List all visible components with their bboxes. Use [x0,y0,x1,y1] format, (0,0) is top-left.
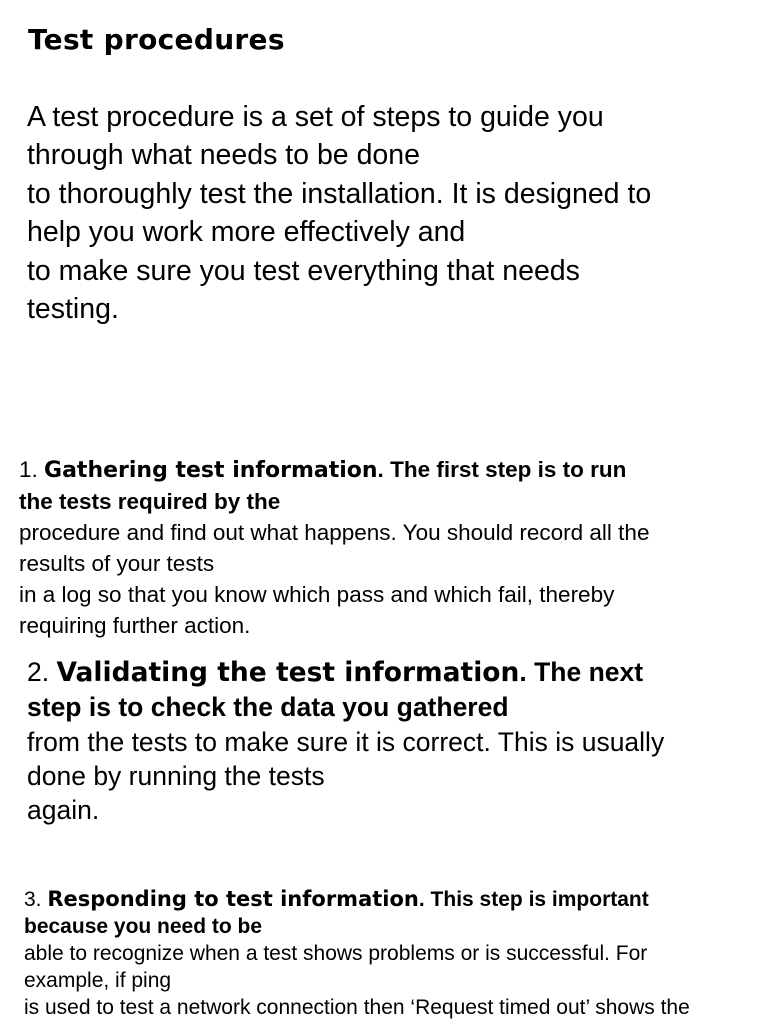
step-lead-text: The first step is to run [390,457,627,482]
step-heading: Validating the test information [56,657,520,688]
intro-line: testing. [27,293,119,326]
intro-line: through what needs to be done [27,139,420,172]
step-body-line: results of your tests [19,551,215,576]
page-title: Test procedures [28,23,285,56]
step-body-line: able to recognize when a test shows problems or is successful. For [24,942,648,965]
intro-line: to make sure you test everything that needs [27,254,580,287]
step-body-line: done by running the tests [27,760,325,791]
step-lead-text: the tests required by the [19,489,281,514]
step-heading: Responding to test information [47,887,419,911]
intro-line: help you work more effectively and [27,216,466,249]
step-heading-period: . [377,457,384,482]
step-3 [24,886,690,1021]
step-lead-text: because you need to be [24,915,263,938]
intro-paragraph [27,98,651,328]
step-heading-period: . [418,888,425,911]
step-lead-text: step is to check the data you gathered [27,692,509,723]
step-number: 1. [19,457,38,482]
step-lead-line [24,886,690,913]
step-body-line: is used to test a network connection then ‘Request timed out’ shows the [24,996,690,1019]
intro-line: to thoroughly test the installation. It is designed to [27,177,652,210]
step-body-line: in a log so that you know which pass and which fail, thereby [19,582,615,607]
intro-line: A test procedure is a set of steps to guide you [27,101,604,133]
step-lead-text: This step is important [430,888,649,911]
step-number: 3. [24,888,42,911]
step-body-line: again. [27,795,100,826]
step-heading: Gathering test information [44,458,378,483]
step-body-line: example, if ping [24,969,172,992]
step-lead-line [19,454,649,486]
step-lead-line [27,655,664,690]
step-heading-period: . [519,657,527,687]
step-body-line: requiring further action. [19,613,251,638]
step-lead-text: The next [534,657,644,687]
step-body-line: from the tests to make sure it is correct. This is usually [27,726,665,757]
step-body-line: procedure and find out what happens. You should record all the [19,520,650,545]
step-2 [27,655,664,827]
step-number: 2. [27,657,50,687]
step-1 [19,454,649,641]
